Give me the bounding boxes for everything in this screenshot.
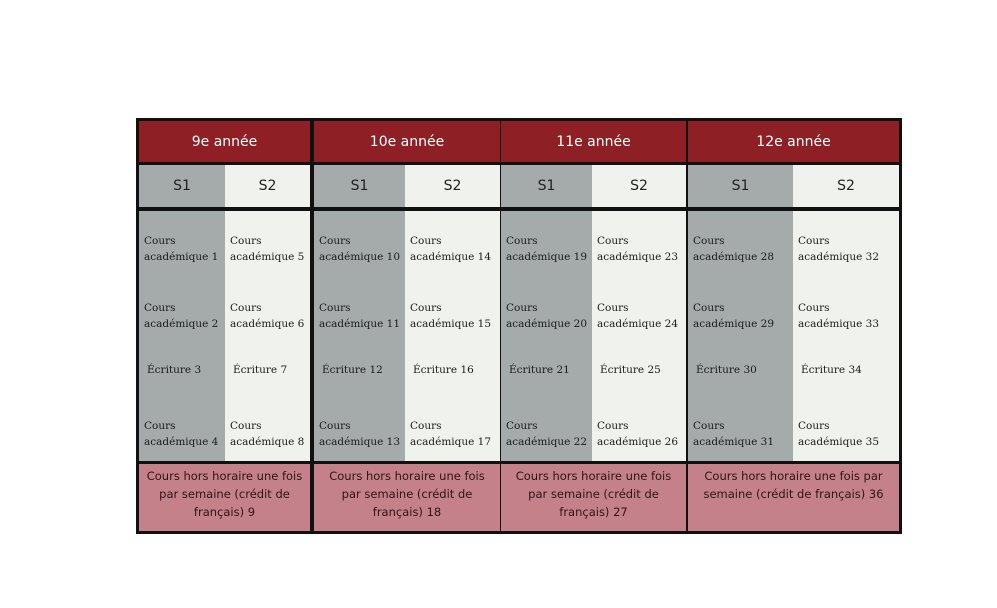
course-item: Écriture 25 — [600, 364, 661, 376]
year-header — [501, 121, 686, 162]
course-item: Cours académique 24 — [597, 302, 679, 330]
semester-text: S1 — [350, 178, 369, 194]
semester-label-s1 — [688, 165, 793, 207]
semester-column-s1 — [139, 211, 225, 461]
semester-label-s1 — [139, 165, 225, 207]
course-item: Cours académique 19 — [506, 235, 588, 263]
semester-text: S1 — [537, 178, 556, 194]
course-item: Écriture 12 — [322, 364, 383, 376]
extracurricular-course: Cours hors horaire une fois par semaine (crédit de français) 27 — [501, 464, 686, 531]
course-item: Cours académique 5 — [230, 235, 305, 263]
semester-label-s1 — [501, 165, 592, 207]
extracurricular-course: Cours hors horaire une fois par semaine (crédit de français) 9 — [139, 464, 310, 531]
course-item: Écriture 30 — [696, 364, 757, 376]
course-item: Cours académique 15 — [410, 302, 492, 330]
course-item: Cours académique 31 — [693, 420, 775, 448]
course-item: Cours académique 32 — [798, 235, 880, 263]
course-item: Écriture 34 — [801, 364, 862, 376]
year-header — [314, 121, 500, 162]
semester-text: S2 — [443, 178, 462, 194]
year-title: 10e année — [369, 133, 445, 150]
semester-column-s1 — [688, 211, 793, 461]
semester-label-s2 — [225, 165, 310, 207]
semester-text: S1 — [731, 178, 750, 194]
semester-label-s2 — [405, 165, 500, 207]
course-item: Écriture 7 — [233, 364, 288, 376]
semester-column-s2 — [405, 211, 500, 461]
semester-label-s1 — [314, 165, 405, 207]
course-item: Cours académique 22 — [506, 420, 588, 448]
year-title: 11e année — [556, 133, 631, 150]
semester-label-s2 — [592, 165, 686, 207]
year-header — [688, 121, 899, 162]
extracurricular-course: Cours hors horaire une fois par semaine (crédit de français) 36 — [688, 464, 899, 531]
course-item: Cours académique 8 — [230, 420, 305, 448]
semester-text: S2 — [837, 178, 855, 194]
course-item: Écriture 21 — [509, 364, 570, 376]
course-grid — [136, 118, 902, 534]
semester-text: S2 — [258, 178, 277, 194]
semester-column-s2 — [592, 211, 686, 461]
semester-column-s1 — [314, 211, 405, 461]
course-item: Cours académique 14 — [410, 235, 492, 263]
semester-text: S1 — [173, 178, 191, 194]
course-item: Cours académique 4 — [144, 420, 219, 448]
course-item: Cours académique 20 — [506, 302, 588, 330]
course-item: Cours académique 29 — [693, 302, 775, 330]
course-item: Cours académique 33 — [798, 302, 880, 330]
course-item: Cours académique 13 — [319, 420, 401, 448]
course-item: Cours académique 1 — [144, 235, 219, 263]
course-item: Cours académique 11 — [319, 302, 401, 330]
semester-text: S2 — [630, 178, 648, 194]
course-item: Cours académique 26 — [597, 420, 679, 448]
course-item: Cours académique 6 — [230, 302, 305, 330]
course-item: Cours académique 35 — [798, 420, 880, 448]
semester-label-s2 — [793, 165, 899, 207]
course-item: Cours académique 17 — [410, 420, 492, 448]
extracurricular-course: Cours hors horaire une fois par semaine (crédit de français) 18 — [314, 464, 500, 531]
course-item: Écriture 3 — [147, 364, 202, 376]
course-item: Cours académique 10 — [319, 235, 401, 263]
semester-column-s1 — [501, 211, 592, 461]
course-item: Cours académique 23 — [597, 235, 679, 263]
course-item: Écriture 16 — [413, 364, 474, 376]
course-item: Cours académique 28 — [693, 235, 775, 263]
year-title: 9e année — [191, 133, 258, 150]
semester-column-s2 — [793, 211, 899, 461]
year-header — [139, 121, 310, 162]
semester-column-s2 — [225, 211, 310, 461]
year-title: 12e année — [756, 133, 831, 150]
course-item: Cours académique 2 — [144, 302, 219, 330]
